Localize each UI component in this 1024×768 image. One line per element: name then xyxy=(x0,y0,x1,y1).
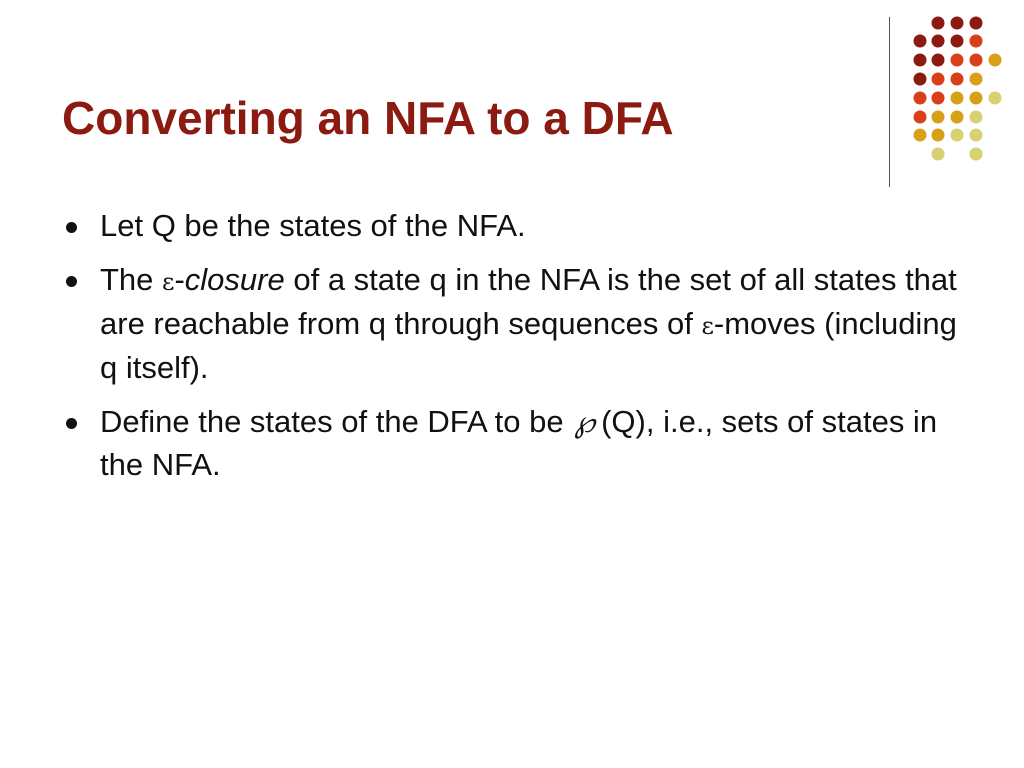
decorative-dot xyxy=(951,17,964,30)
decorative-dot xyxy=(951,73,964,86)
decorative-dot xyxy=(932,111,945,124)
bullet-text-prefix: The xyxy=(100,262,163,297)
bullet-dash: - xyxy=(174,262,185,297)
decorative-dot xyxy=(951,111,964,124)
decorative-dot xyxy=(970,54,983,67)
decorative-dot xyxy=(970,17,983,30)
decorative-dot xyxy=(989,54,1002,67)
decorative-dot xyxy=(932,17,945,30)
bullet-item-states xyxy=(62,205,962,247)
epsilon-symbol: ε xyxy=(162,268,175,296)
decorative-dot xyxy=(932,73,945,86)
epsilon-symbol: ε xyxy=(701,312,714,340)
decorative-dot xyxy=(932,54,945,67)
decorative-dot xyxy=(989,92,1002,105)
decorative-dot xyxy=(970,129,983,142)
decorative-dot xyxy=(914,35,927,48)
decorative-dot xyxy=(970,35,983,48)
bullet-dot-icon xyxy=(66,276,77,287)
bullet-text-suffix: -moves (including q itself). xyxy=(100,306,957,385)
bullet-text-prefix: Define the states of the DFA to be xyxy=(100,404,573,439)
powerset-symbol: ℘ xyxy=(574,405,596,440)
bullet-dot-icon xyxy=(66,418,77,429)
decorative-dot xyxy=(914,54,927,67)
bullet-list xyxy=(62,205,962,498)
decorative-dot xyxy=(914,129,927,142)
bullet-text-suffix: (Q), i.e., sets of states in the NFA. xyxy=(100,404,938,482)
decorative-dot xyxy=(932,92,945,105)
decorative-dot xyxy=(932,148,945,161)
decorative-dot xyxy=(914,73,927,86)
decorative-dot xyxy=(970,148,983,161)
decorative-dot xyxy=(951,35,964,48)
decorative-dot xyxy=(951,54,964,67)
slide-title: Converting an NFA to a DFA xyxy=(62,92,674,144)
decorative-dot xyxy=(951,129,964,142)
bullet-dot-icon xyxy=(66,222,77,233)
decorative-dot xyxy=(932,129,945,142)
decorative-dot xyxy=(914,111,927,124)
bullet-item-dfa-states xyxy=(62,401,962,486)
decorative-dot xyxy=(970,73,983,86)
closure-term: closure xyxy=(184,262,285,297)
decorative-dot xyxy=(932,35,945,48)
bullet-text: Let Q be the states of the NFA. xyxy=(100,208,526,243)
decorative-dot xyxy=(951,92,964,105)
bullet-text-middle: of a state q in the NFA is the set of all states that are reachable from q through sequences of xyxy=(100,262,957,341)
decorative-dot xyxy=(970,111,983,124)
bullet-item-epsilon-closure xyxy=(62,259,962,389)
decorative-dot xyxy=(970,92,983,105)
vertical-divider xyxy=(889,17,890,187)
decorative-dot xyxy=(914,92,927,105)
